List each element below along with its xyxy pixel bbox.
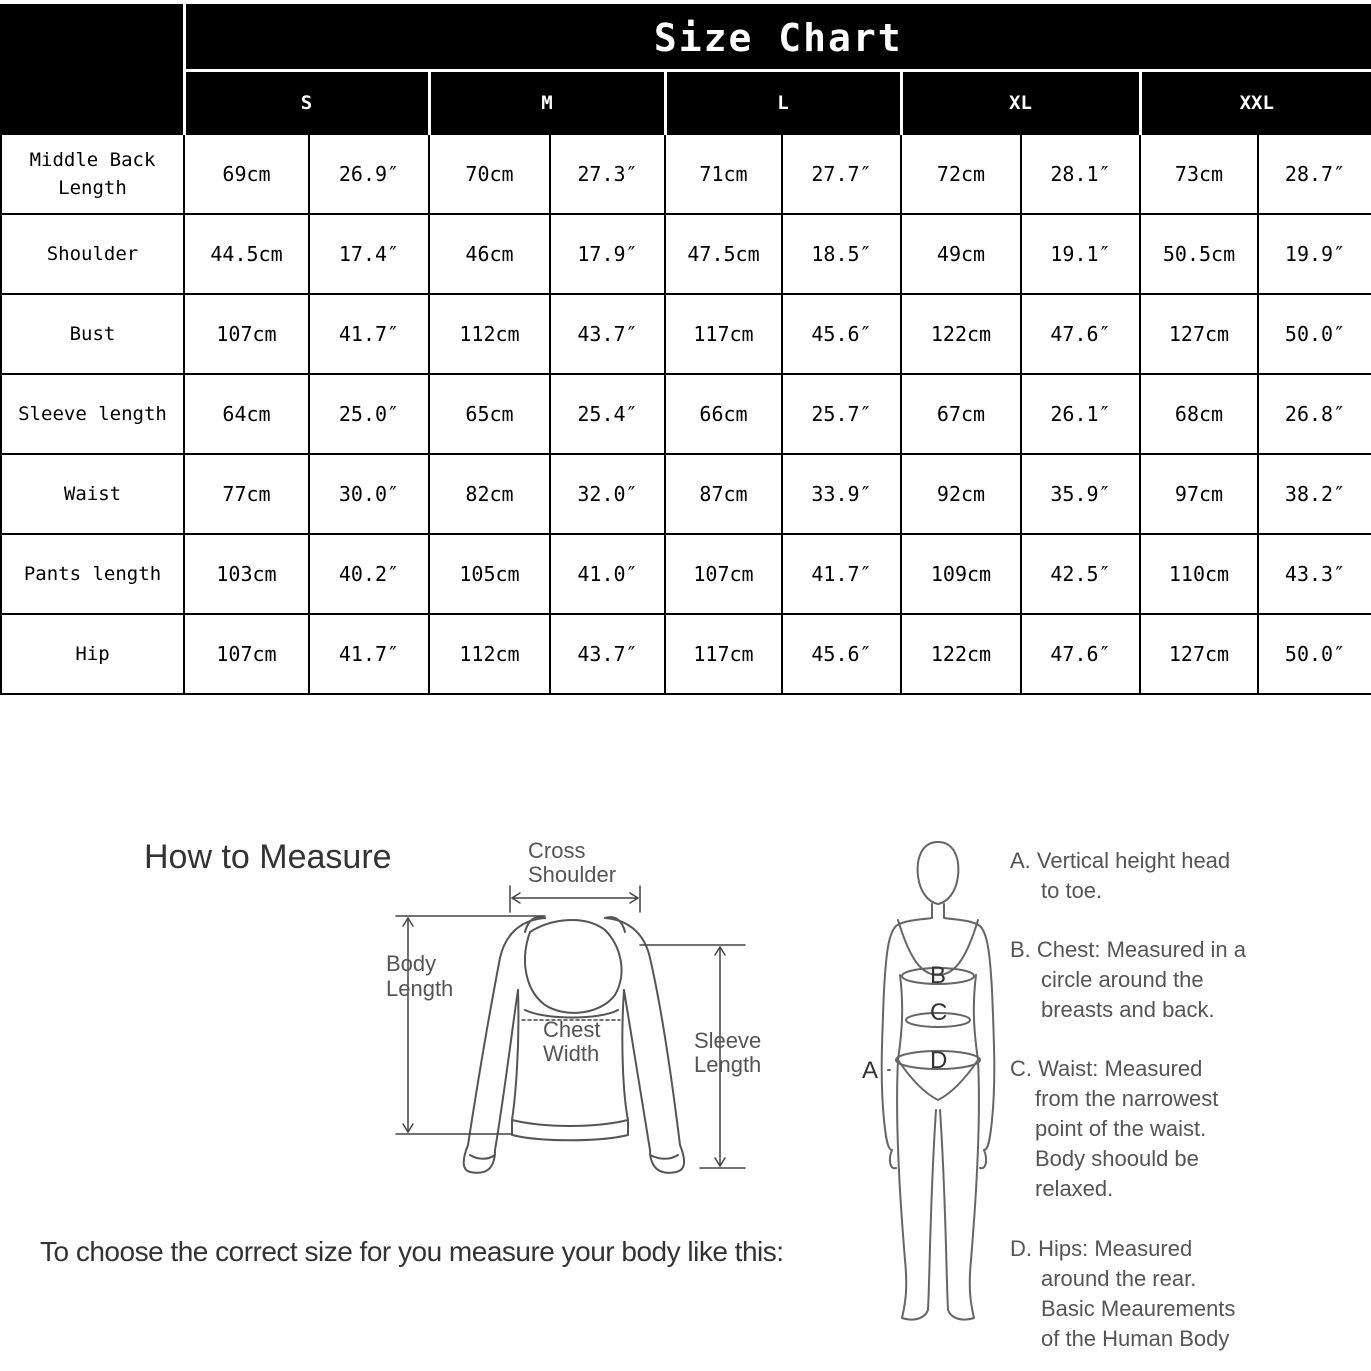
marker-c: C <box>930 999 948 1026</box>
size-header-xxl: XXL <box>1140 71 1371 135</box>
table-cell: 127cm <box>1140 614 1258 694</box>
table-cell: 28.1″ <box>1021 134 1140 214</box>
table-cell: 110cm <box>1140 534 1258 614</box>
label-cross-shoulder-2: Shoulder <box>528 862 617 887</box>
label-body-length-1: Body <box>386 951 437 976</box>
table-corner <box>1 5 184 134</box>
garment-labels <box>386 838 761 1077</box>
table-cell: 50.0″ <box>1258 614 1371 694</box>
size-header-xl: XL <box>901 71 1140 135</box>
row-label <box>1 534 184 614</box>
table-cell: 40.2″ <box>309 534 429 614</box>
table-cell: 50.5cm <box>1140 214 1258 294</box>
note-d-line-2: around the rear. <box>1041 1266 1197 1291</box>
table-cell: 38.2″ <box>1258 454 1371 534</box>
table-title: Size Chart <box>184 5 1371 71</box>
note-a <box>1010 846 1370 906</box>
table-cell: 47.5cm <box>665 214 782 294</box>
table-cell: 77cm <box>184 454 309 534</box>
table-cell: 87cm <box>665 454 782 534</box>
marker-d: D <box>930 1047 948 1074</box>
marker-b: B <box>930 962 947 989</box>
table-row <box>1 294 1371 374</box>
row-label-line: Shoulder <box>46 243 139 265</box>
label-chest-width-2: Width <box>543 1041 600 1066</box>
table-body <box>1 134 1371 694</box>
table-cell: 105cm <box>429 534 550 614</box>
row-label <box>1 214 184 294</box>
table-cell: 43.7″ <box>550 614 665 694</box>
table-cell: 107cm <box>184 614 309 694</box>
row-label <box>1 294 184 374</box>
table-cell: 41.7″ <box>309 294 429 374</box>
table-cell: 19.9″ <box>1258 214 1371 294</box>
note-c-line-1: C. Waist: Measured <box>1010 1056 1203 1081</box>
label-sleeve-length-2: Length <box>694 1052 762 1077</box>
how-to-measure-title: How to Measure <box>144 838 392 876</box>
size-chart-table <box>0 4 1371 695</box>
table-cell: 68cm <box>1140 374 1258 454</box>
table-row <box>1 134 1371 214</box>
label-sleeve-length-1: Sleeve <box>694 1028 762 1053</box>
row-label-line: Pants length <box>23 563 162 585</box>
table-cell: 127cm <box>1140 294 1258 374</box>
table-cell: 43.3″ <box>1258 534 1371 614</box>
table-cell: 43.7″ <box>550 294 665 374</box>
table-cell: 107cm <box>665 534 782 614</box>
note-a-line-1: A. Vertical height head <box>1010 848 1231 873</box>
table-cell: 41.7″ <box>309 614 429 694</box>
note-d-line-4: of the Human Body <box>1041 1326 1230 1351</box>
table-row <box>1 454 1371 534</box>
table-cell: 49cm <box>901 214 1021 294</box>
table-cell: 45.6″ <box>782 614 901 694</box>
table-cell: 47.6″ <box>1021 614 1140 694</box>
table-cell: 117cm <box>665 614 782 694</box>
table-cell: 19.1″ <box>1021 214 1140 294</box>
table-cell: 97cm <box>1140 454 1258 534</box>
table-cell: 82cm <box>429 454 550 534</box>
note-c-line-2: from the narrowest <box>1035 1086 1219 1111</box>
row-label-line: Hip <box>75 643 110 665</box>
table-cell: 112cm <box>429 614 550 694</box>
body-figure <box>882 842 995 1320</box>
table-cell: 32.0″ <box>550 454 665 534</box>
row-label <box>1 374 184 454</box>
table-cell: 27.7″ <box>782 134 901 214</box>
note-d-line-1: D. Hips: Measured <box>1010 1236 1193 1261</box>
table-cell: 44.5cm <box>184 214 309 294</box>
table-cell: 26.9″ <box>309 134 429 214</box>
table-cell: 35.9″ <box>1021 454 1140 534</box>
row-label-line: Length <box>58 177 127 199</box>
table-cell: 117cm <box>665 294 782 374</box>
row-label <box>1 614 184 694</box>
table-cell: 42.5″ <box>1021 534 1140 614</box>
row-label-line: Bust <box>69 323 116 345</box>
row-label-line: Middle Back <box>29 149 156 171</box>
table-cell: 122cm <box>901 614 1021 694</box>
table-cell: 25.0″ <box>309 374 429 454</box>
size-header-l: L <box>665 71 901 135</box>
table-cell: 67cm <box>901 374 1021 454</box>
table-cell: 72cm <box>901 134 1021 214</box>
table-cell: 112cm <box>429 294 550 374</box>
table-row <box>1 214 1371 294</box>
size-header-m: M <box>429 71 665 135</box>
table-cell: 65cm <box>429 374 550 454</box>
table-cell: 33.9″ <box>782 454 901 534</box>
row-label-line: Waist <box>63 483 122 505</box>
table-cell: 25.4″ <box>550 374 665 454</box>
table-cell: 17.4″ <box>309 214 429 294</box>
note-c <box>1010 1054 1370 1204</box>
table-cell: 71cm <box>665 134 782 214</box>
table-cell: 107cm <box>184 294 309 374</box>
note-b-line-3: breasts and back. <box>1041 997 1215 1022</box>
table-cell: 92cm <box>901 454 1021 534</box>
note-b-line-1: B. Chest: Measured in a <box>1010 937 1247 962</box>
table-cell: 64cm <box>184 374 309 454</box>
table-cell: 122cm <box>901 294 1021 374</box>
note-b <box>1010 935 1370 1025</box>
table-row <box>1 374 1371 454</box>
table-cell: 18.5″ <box>782 214 901 294</box>
table-cell: 70cm <box>429 134 550 214</box>
table-cell: 109cm <box>901 534 1021 614</box>
table-cell: 103cm <box>184 534 309 614</box>
table-cell: 17.9″ <box>550 214 665 294</box>
note-c-line-5: relaxed. <box>1035 1176 1114 1201</box>
table-cell: 69cm <box>184 134 309 214</box>
marker-a: A <box>862 1057 879 1084</box>
note-d <box>1010 1234 1370 1354</box>
note-d-line-3: Basic Meaurements <box>1041 1296 1236 1321</box>
table-cell: 45.6″ <box>782 294 901 374</box>
table-cell: 30.0″ <box>309 454 429 534</box>
table-cell: 73cm <box>1140 134 1258 214</box>
table-cell: 28.7″ <box>1258 134 1371 214</box>
label-body-length-2: Length <box>386 976 454 1001</box>
row-label <box>1 134 184 214</box>
row-label <box>1 454 184 534</box>
row-label-line: Sleeve length <box>18 403 167 425</box>
note-c-line-3: point of the waist. <box>1035 1116 1207 1141</box>
note-a-line-2: to toe. <box>1041 878 1103 903</box>
measure-instruction: To choose the correct size for you measure your body like this: <box>40 1236 784 1267</box>
table-cell: 41.0″ <box>550 534 665 614</box>
note-b-line-2: circle around the <box>1041 967 1204 992</box>
table-cell: 47.6″ <box>1021 294 1140 374</box>
table-cell: 26.8″ <box>1258 374 1371 454</box>
note-c-line-4: Body shoould be <box>1035 1146 1199 1171</box>
table-cell: 46cm <box>429 214 550 294</box>
table-cell: 27.3″ <box>550 134 665 214</box>
table-cell: 25.7″ <box>782 374 901 454</box>
label-cross-shoulder-1: Cross <box>528 838 586 863</box>
table-cell: 50.0″ <box>1258 294 1371 374</box>
table-row <box>1 614 1371 694</box>
size-header-row <box>1 71 1371 135</box>
table-cell: 66cm <box>665 374 782 454</box>
table-cell: 26.1″ <box>1021 374 1140 454</box>
table-cell: 41.7″ <box>782 534 901 614</box>
size-header-s: S <box>184 71 429 135</box>
measure-diagram <box>0 800 1000 1371</box>
table-row <box>1 534 1371 614</box>
label-chest-width-1: Chest <box>543 1017 601 1042</box>
